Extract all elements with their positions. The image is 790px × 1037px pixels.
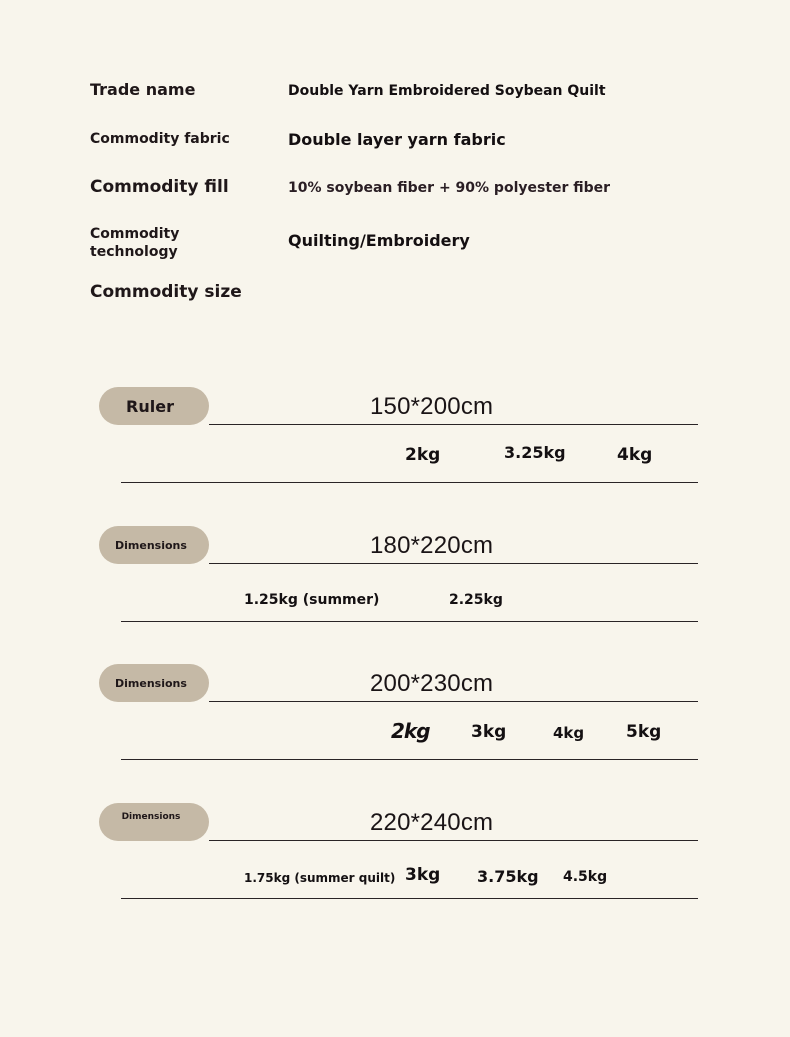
weight-option: 2.25kg (449, 592, 503, 608)
size-tag: Dimensions (99, 664, 209, 702)
divider (121, 759, 698, 760)
weight-option: 3kg (471, 722, 507, 742)
dimensions-value: 220*240cm (370, 809, 494, 836)
weight-options (99, 719, 699, 752)
size-block (99, 664, 699, 784)
spec-value: Double layer yarn fabric (288, 130, 506, 149)
dimensions-value: 150*200cm (370, 393, 494, 420)
weight-option: 3kg (405, 865, 441, 885)
weight-option: 3.25kg (504, 443, 566, 462)
spec-label: Commodity fabric (90, 131, 230, 147)
size-block (99, 526, 699, 646)
weight-option: 5kg (626, 722, 662, 742)
spec-label: Trade name (90, 80, 196, 99)
dimensions-value: 180*220cm (370, 532, 494, 559)
divider (121, 482, 698, 483)
weight-option: 1.25kg (summer) (244, 592, 380, 608)
divider (209, 840, 698, 841)
spec-value: Quilting/Embroidery (288, 231, 470, 250)
size-block (99, 387, 699, 507)
spec-label: Commodity technology (90, 226, 180, 260)
weight-option: 4kg (553, 724, 585, 742)
weight-option: 2kg (391, 719, 430, 743)
spec-label: Commodity size (90, 282, 242, 302)
dimensions-value: 200*230cm (370, 670, 494, 697)
weight-options (99, 445, 699, 475)
divider (209, 563, 698, 564)
weight-options (99, 861, 699, 891)
weight-options (99, 584, 699, 614)
divider (121, 621, 698, 622)
divider (209, 424, 698, 425)
size-tag: Dimensions (99, 526, 209, 564)
spec-value: Double Yarn Embroidered Soybean Quilt (288, 83, 606, 99)
size-block (99, 803, 699, 923)
weight-option: 4kg (617, 445, 653, 465)
divider (209, 701, 698, 702)
divider (121, 898, 698, 899)
spec-value: 10% soybean fiber + 90% polyester fiber (288, 180, 611, 196)
weight-option: 2kg (405, 445, 441, 465)
spec-label: Commodity fill (90, 177, 229, 197)
weight-option: 3.75kg (477, 867, 539, 886)
size-tag: Dimensions (99, 803, 209, 841)
weight-option: 4.5kg (563, 869, 608, 885)
size-tag: Ruler (99, 387, 209, 425)
weight-option: 1.75kg (summer quilt) (244, 871, 396, 885)
